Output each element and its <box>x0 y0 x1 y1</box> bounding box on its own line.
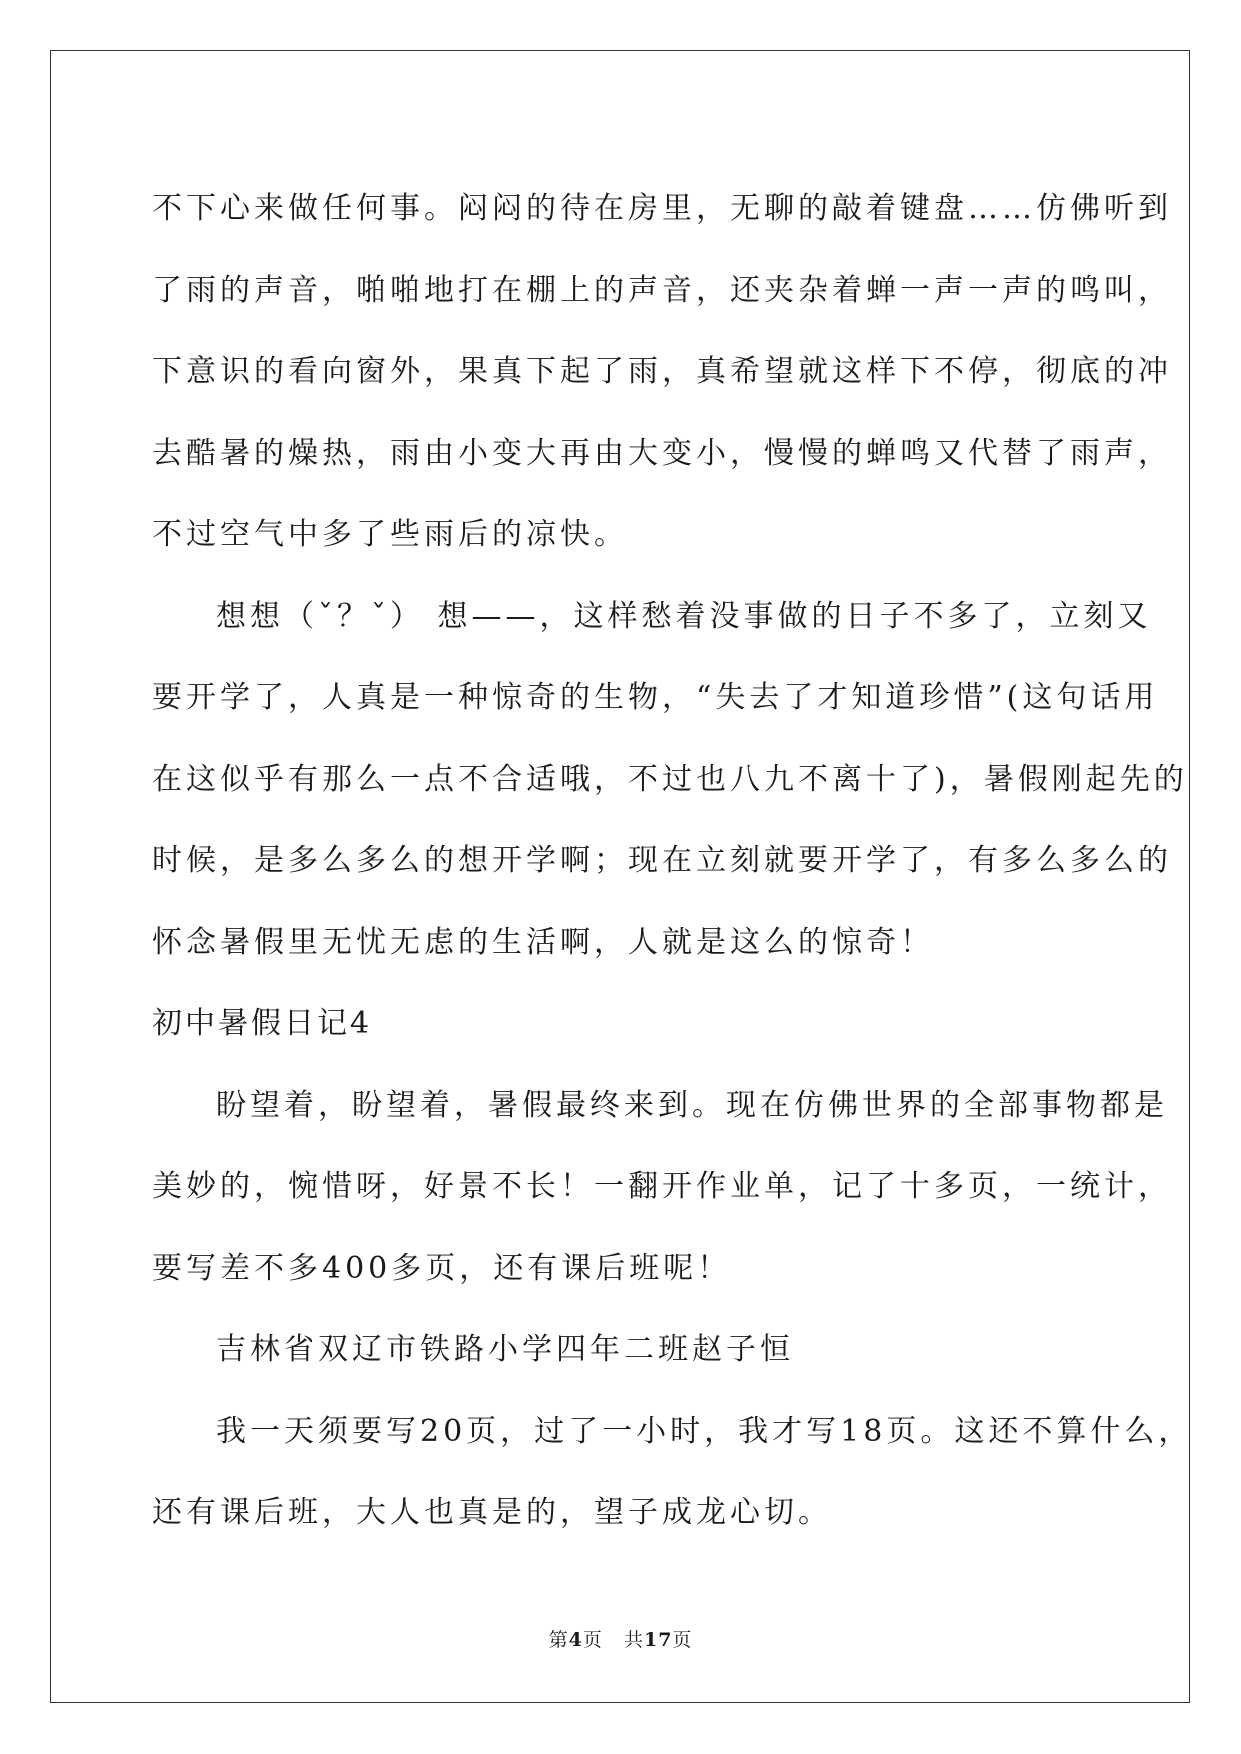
text-line-1: 不下心来做任何事。闷闷的待在房里，无聊的敲着键盘……仿佛听到 <box>152 191 1172 226</box>
text-line-16: 我一天须要写20页，过了一小时，我才写18页。这还不算什么， <box>216 1413 1193 1449</box>
text-line-17: 还有课后班，大人也真是的，望子成龙心切。 <box>152 1495 832 1530</box>
current-page-number: 4 <box>568 1629 583 1651</box>
section-heading: 初中暑假日记4 <box>152 1006 373 1041</box>
text-line-13: 美妙的，惋惜呀，好景不长！一翻开作业单，记了十多页，一统计， <box>152 1169 1172 1204</box>
text-line-2: 了雨的声音，啪啪地打在棚上的声音，还夹杂着蝉一声一声的鸣叫， <box>152 272 1172 308</box>
author-line: 吉林省双辽市铁路小学四年二班赵子恒 <box>216 1332 794 1367</box>
text-line-6: 想想（ˇ？ˇ） 想——，这样愁着没事做的日子不多了，立刻又 <box>216 598 1152 634</box>
text-line-8: 在这似乎有那么一点不合适哦，不过也八九不离十了)，暑假刚起先的 <box>152 761 1188 797</box>
text-line-7: 要开学了，人真是一种惊奇的生物，“失去了才知道珍惜”(这句话用 <box>152 680 1159 715</box>
footer-total-prefix: 共 <box>623 1629 644 1651</box>
footer-prefix: 第 <box>548 1629 569 1651</box>
footer-total-unit: 页 <box>672 1629 693 1651</box>
text-line-3: 下意识的看向窗外，果真下起了雨，真希望就这样下不停，彻底的冲 <box>152 354 1172 389</box>
footer-page-unit: 页 <box>582 1629 603 1651</box>
text-line-14: 要写差不多400多页，还有课后班呢！ <box>152 1250 732 1286</box>
text-line-12: 盼望着，盼望着，暑假最终来到。现在仿佛世界的全部事物都是 <box>216 1087 1168 1123</box>
text-line-9: 时候，是多么多么的想开学啊；现在立刻就要开学了，有多么多么的 <box>152 843 1172 878</box>
page-footer <box>0 1625 1241 1652</box>
document-body <box>152 168 1193 1554</box>
text-line-10: 怀念暑假里无忧无虑的生活啊，人就是这么的惊奇！ <box>152 924 934 960</box>
text-line-4: 去酷暑的燥热，雨由小变大再由大变小，慢慢的蝉鸣又代替了雨声， <box>152 435 1172 471</box>
text-line-5: 不过空气中多了些雨后的凉快。 <box>152 517 628 552</box>
total-pages-number: 17 <box>643 1629 673 1651</box>
